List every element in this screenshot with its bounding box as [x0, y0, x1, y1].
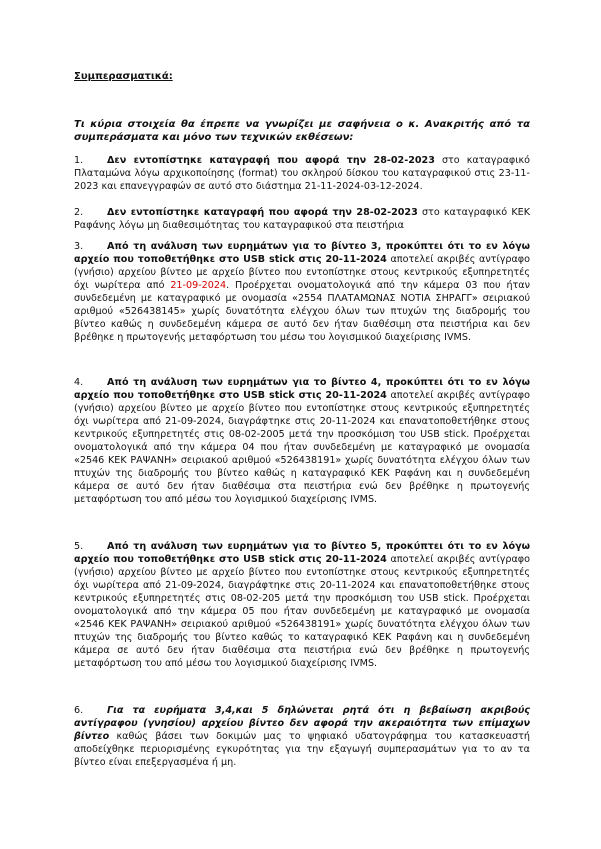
finding-text: στο καταγραφικό Πλαταμώνα λόγω αρχικοποίησης (format) του σκληρού δίσκου του καταγραφικού στις 23-11-2023 και επανεγγραφών σε αυτό στο διάστημα 21-11-2024-03-12-2024.: [74, 155, 530, 192]
finding-number: 6.: [74, 705, 84, 716]
finding-6: [74, 704, 530, 769]
section-heading: Συμπερασματικά:: [74, 71, 173, 82]
finding-bold-text: Από τη ανάλυση των ευρημάτων για το βίντεο 3, προκύπτει ότι το εν λόγω αρχείο που τοποθετήθηκε στο USB stick στις 20-11-2024: [74, 241, 530, 265]
finding-text: στο καταγραφικό ΚΕΚ Ραφάνης λόγω μη διαθεσιμότητας του καταγραφικού στα πειστήρια: [74, 207, 530, 231]
finding-1: [74, 154, 530, 193]
finding-number: 2.: [74, 207, 84, 218]
finding-bold-text: Δεν εντοπίστηκε καταγραφή που αφορά την 28-02-2023: [107, 155, 435, 166]
finding-text: αποτελεί ακριβές αντίγραφο (γνήσιο) αρχείου βίντεο με αρχείο βίντεο που εντοπίστηκε στους κεντρικούς εξυπηρετητές όχι νωρίτερα από: [74, 254, 530, 291]
finding-text: καθώς βάσει των δοκιμών μας το ψηφιακό υδατογράφημα του κατασκευαστή αποδείχθηκε περιορισμένης εγκυρότητας για την εξαγωγή συμπερασμάτων για το αν τα βίντεο είναι επεξεργασμένα ή μη.: [74, 731, 530, 768]
finding-number: 4.: [74, 377, 84, 388]
finding-number: 1.: [74, 155, 84, 166]
finding-2: [74, 206, 530, 232]
finding-5: [74, 540, 530, 670]
finding-number: 5.: [74, 541, 84, 552]
finding-text-continued: . Προέρχεται ονοματολογικά από την κάμερα 03 που ήταν συνδεδεμένη με καταγραφικό με ονομασία «2554 ΠΛΑΤΑΜΩΝΑΣ ΝΟΤΙΑ ΣΗΡΑΓΓ» σειριακού αριθμού «526438145» χωρίς δυνατότητα ελέγχου όλων των πτυχών της διαδρομής του βίντεο καθώς η συνδεδεμένη κάμερα σε αυτό δεν ήταν διαθέσιμη στα πειστήρια και δεν βρέθηκε η πρωτογενής μεταφόρτωση του μέσω του λογισμικού διαχείρισης IVMS.: [74, 280, 530, 343]
finding-bold-text: Δεν εντοπίστηκε καταγραφή που αφορά την 28-02-2023: [107, 207, 418, 218]
highlighted-date: 21-09-2024: [170, 280, 227, 291]
finding-bold-text: Από τη ανάλυση των ευρημάτων για το βίντεο 5, προκύπτει ότι το εν λόγω αρχείο που τοποθετήθηκε στο USB stick στις 20-11-2024: [74, 541, 530, 565]
intro-paragraph: Τι κύρια στοιχεία θα έπρεπε να γνωρίζει με σαφήνεια ο κ. Ανακριτής από τα συμπεράσματα και μόνο των τεχνικών εκθέσεων:: [74, 119, 530, 143]
finding-4: [74, 376, 530, 506]
finding-bold-text: Από τη ανάλυση των ευρημάτων για το βίντεο 4, προκύπτει ότι το εν λόγω αρχείο που τοποθετήθηκε στο USB stick στις 20-11-2024: [74, 377, 530, 401]
finding-number: 3.: [74, 241, 84, 252]
finding-text: αποτελεί ακριβές αντίγραφο (γνήσιο) αρχείου βίντεο με αρχείο βίντεο που εντοπίστηκε στους κεντρικούς εξυπηρετητές όχι νωρίτερα από 21-09-2024, διαγράφτηκε στις 20-11-2024 και επανατοποθετήθηκε στους κεντρικούς εξυπηρετητές στις 08-02-2005 μετά την προσκόμιση του USB stick. Προέρχεται ονοματολογικά από την κάμερα 04 που ήταν συνδεδεμένη με καταγραφικό με ονομασία «2546 ΚΕΚ ΡΑΨΑΝΗ» σειριακού αριθμού «526438191» χωρίς δυνατότητα ελέγχου όλων των πτυχών της διαδρομής του βίντεο καθώς η καταγραφικό ΚΕΚ Ραφάνη και η συνδεδεμένη κάμερα σε αυτό δεν ήταν διαθέσιμα στα πειστήρια ενώ δεν βρέθηκε η πρωτογενής μεταφόρτωση του από μέσω του λογισμικού διαχείρισης IVMS.: [74, 390, 530, 505]
finding-3: [74, 240, 530, 344]
finding-text: αποτελεί ακριβές αντίγραφο (γνήσιο) αρχείου βίντεο με αρχείο βίντεο που εντοπίστηκε στους κεντρικούς εξυπηρετητές όχι νωρίτερα από 21-09-2024, διαγράφτηκε στις 20-11-2024 και επανατοποθετήθηκε στους κεντρικούς εξυπηρετητές στις 08-02-205 μετά την προσκόμιση του USB stick. Προέρχεται ονοματολογικά από την κάμερα 05 που ήταν συνδεδεμένη με καταγραφικό με ονομασία «2546 ΚΕΚ ΡΑΨΑΝΗ» σειριακού αριθμού «526438191» χωρίς δυνατότητα ελέγχου όλων των πτυχών της διαδρομής του βίντεο καθώς το καταγραφικό ΚΕΚ Ραφάνη και η συνδεδεμένη κάμερα σε αυτό δεν ήταν διαθέσιμα στα πειστήρια ενώ δεν βρέθηκε η πρωτογενής μεταφόρτωση του από μέσω του λογισμικού διαχείρισης IVMS.: [74, 554, 530, 669]
finding-bold-text: Για τα ευρήματα 3,4,και 5 δηλώνεται ρητά ότι η βεβαίωση ακριβούς αντίγραφου (γνησίου) αρχείου βίντεο δεν αφορά την ακεραιότητα των επίμαχων βίντεο: [74, 705, 530, 742]
